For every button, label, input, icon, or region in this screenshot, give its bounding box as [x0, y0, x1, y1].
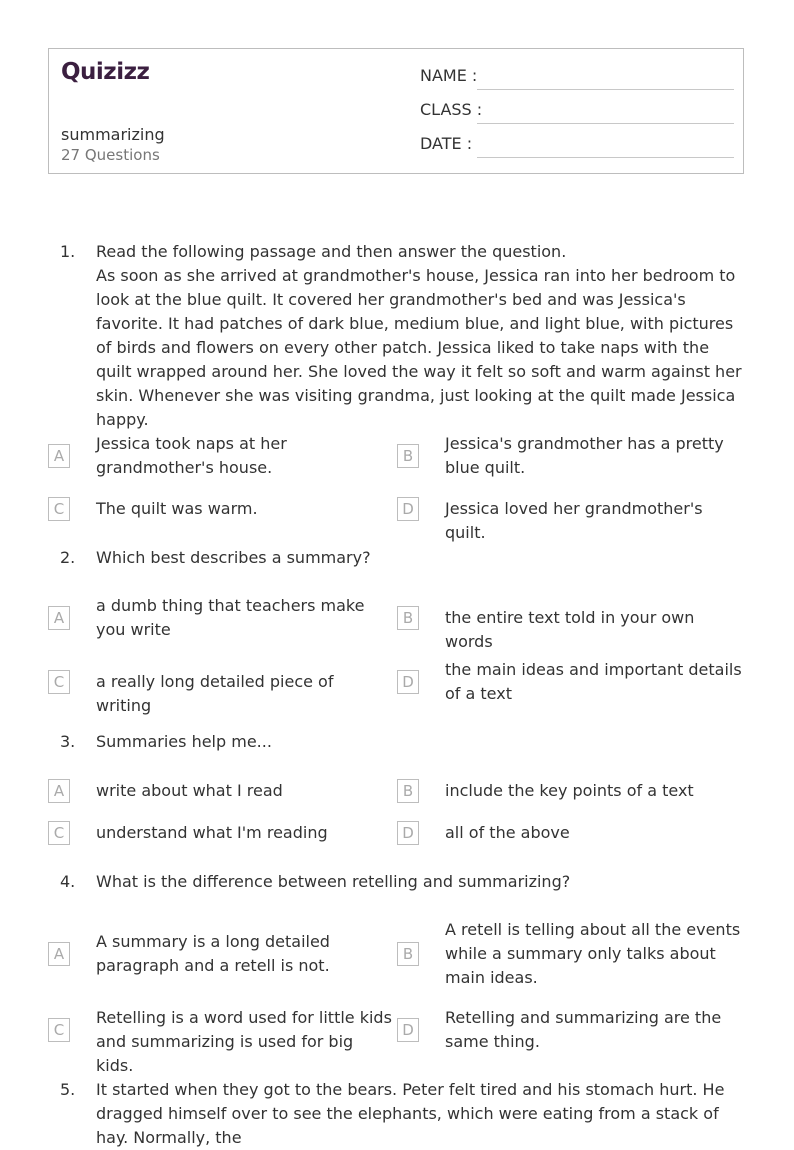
- option-text[interactable]: Retelling and summarizing are the same thing.: [445, 1008, 722, 1051]
- option-letter-b[interactable]: B: [397, 779, 419, 803]
- question-prompt: Summaries help me...: [96, 732, 272, 751]
- option-letter-c[interactable]: C: [48, 1018, 70, 1042]
- name-line[interactable]: [477, 89, 734, 90]
- option-letter-c[interactable]: C: [48, 497, 70, 521]
- option-letter-a[interactable]: A: [48, 606, 70, 630]
- question-prompt: What is the difference between retelling and summarizing?: [96, 872, 571, 891]
- option-letter-c[interactable]: C: [48, 670, 70, 694]
- worksheet-title: summarizing: [61, 125, 165, 144]
- option-text[interactable]: all of the above: [445, 823, 570, 842]
- date-field[interactable]: [420, 134, 734, 158]
- option-letter-b[interactable]: B: [397, 444, 419, 468]
- option-letter-c[interactable]: C: [48, 821, 70, 845]
- class-line[interactable]: [477, 123, 734, 124]
- option-text[interactable]: Jessica loved her grandmother's quilt.: [445, 499, 703, 542]
- option-text[interactable]: the entire text told in your own words: [445, 608, 695, 651]
- question-number: 4.: [60, 872, 76, 891]
- quizizz-logo: Quizizz: [61, 59, 150, 85]
- option-text[interactable]: Jessica's grandmother has a pretty blue quilt.: [445, 434, 724, 477]
- option-letter-d[interactable]: D: [397, 821, 419, 845]
- question-passage: As soon as she arrived at grandmother's house, Jessica ran into her bedroom to look at the blue quilt. It covered her grandmother's bed and was Jessica's favorite. It had patches of dark blue, medium blue, and light blue, with pictures of birds and flowers on every other patch. Jessica liked to take naps with the quilt wrapped around her. She loved the way it felt so soft and warm against her skin. Whenever she was visiting grandma, just looking at the quilt made Jessica happy.: [96, 266, 742, 429]
- name-label: NAME :: [420, 66, 478, 85]
- option-letter-a[interactable]: A: [48, 779, 70, 803]
- question-count: 27 Questions: [61, 146, 160, 164]
- name-field[interactable]: [420, 66, 734, 90]
- option-text[interactable]: A retell is telling about all the events while a summary only talks about main ideas.: [445, 920, 741, 987]
- option-text[interactable]: Jessica took naps at her grandmother's house.: [96, 434, 287, 477]
- option-letter-d[interactable]: D: [397, 497, 419, 521]
- option-text[interactable]: write about what I read: [96, 781, 283, 800]
- question-prompt: Which best describes a summary?: [96, 548, 371, 567]
- date-label: DATE :: [420, 134, 473, 153]
- question-number: 5.: [60, 1080, 76, 1099]
- option-text[interactable]: understand what I'm reading: [96, 823, 328, 842]
- option-letter-b[interactable]: B: [397, 606, 419, 630]
- option-text[interactable]: Retelling is a word used for little kids and summarizing is used for big kids.: [96, 1008, 392, 1075]
- class-label: CLASS :: [420, 100, 483, 119]
- option-letter-a[interactable]: A: [48, 444, 70, 468]
- worksheet-header: [48, 48, 744, 174]
- option-text[interactable]: The quilt was warm.: [96, 499, 258, 518]
- option-letter-b[interactable]: B: [397, 942, 419, 966]
- date-line[interactable]: [477, 157, 734, 158]
- question-prompt: Read the following passage and then answer the question.: [96, 242, 567, 261]
- option-text[interactable]: the main ideas and important details of a text: [445, 660, 742, 703]
- question-number: 3.: [60, 732, 76, 751]
- option-text[interactable]: a dumb thing that teachers make you write: [96, 596, 365, 639]
- option-letter-d[interactable]: D: [397, 670, 419, 694]
- option-text[interactable]: include the key points of a text: [445, 781, 694, 800]
- option-letter-d[interactable]: D: [397, 1018, 419, 1042]
- option-text[interactable]: A summary is a long detailed paragraph and a retell is not.: [96, 932, 330, 975]
- option-text[interactable]: a really long detailed piece of writing: [96, 672, 334, 715]
- class-field[interactable]: [420, 100, 734, 124]
- option-letter-a[interactable]: A: [48, 942, 70, 966]
- question-prompt: It started when they got to the bears. Peter felt tired and his stomach hurt. He dragged himself over to see the elephants, which were eating from a stack of hay. Normally, the: [96, 1080, 725, 1147]
- question-number: 1.: [60, 242, 76, 261]
- question-number: 2.: [60, 548, 76, 567]
